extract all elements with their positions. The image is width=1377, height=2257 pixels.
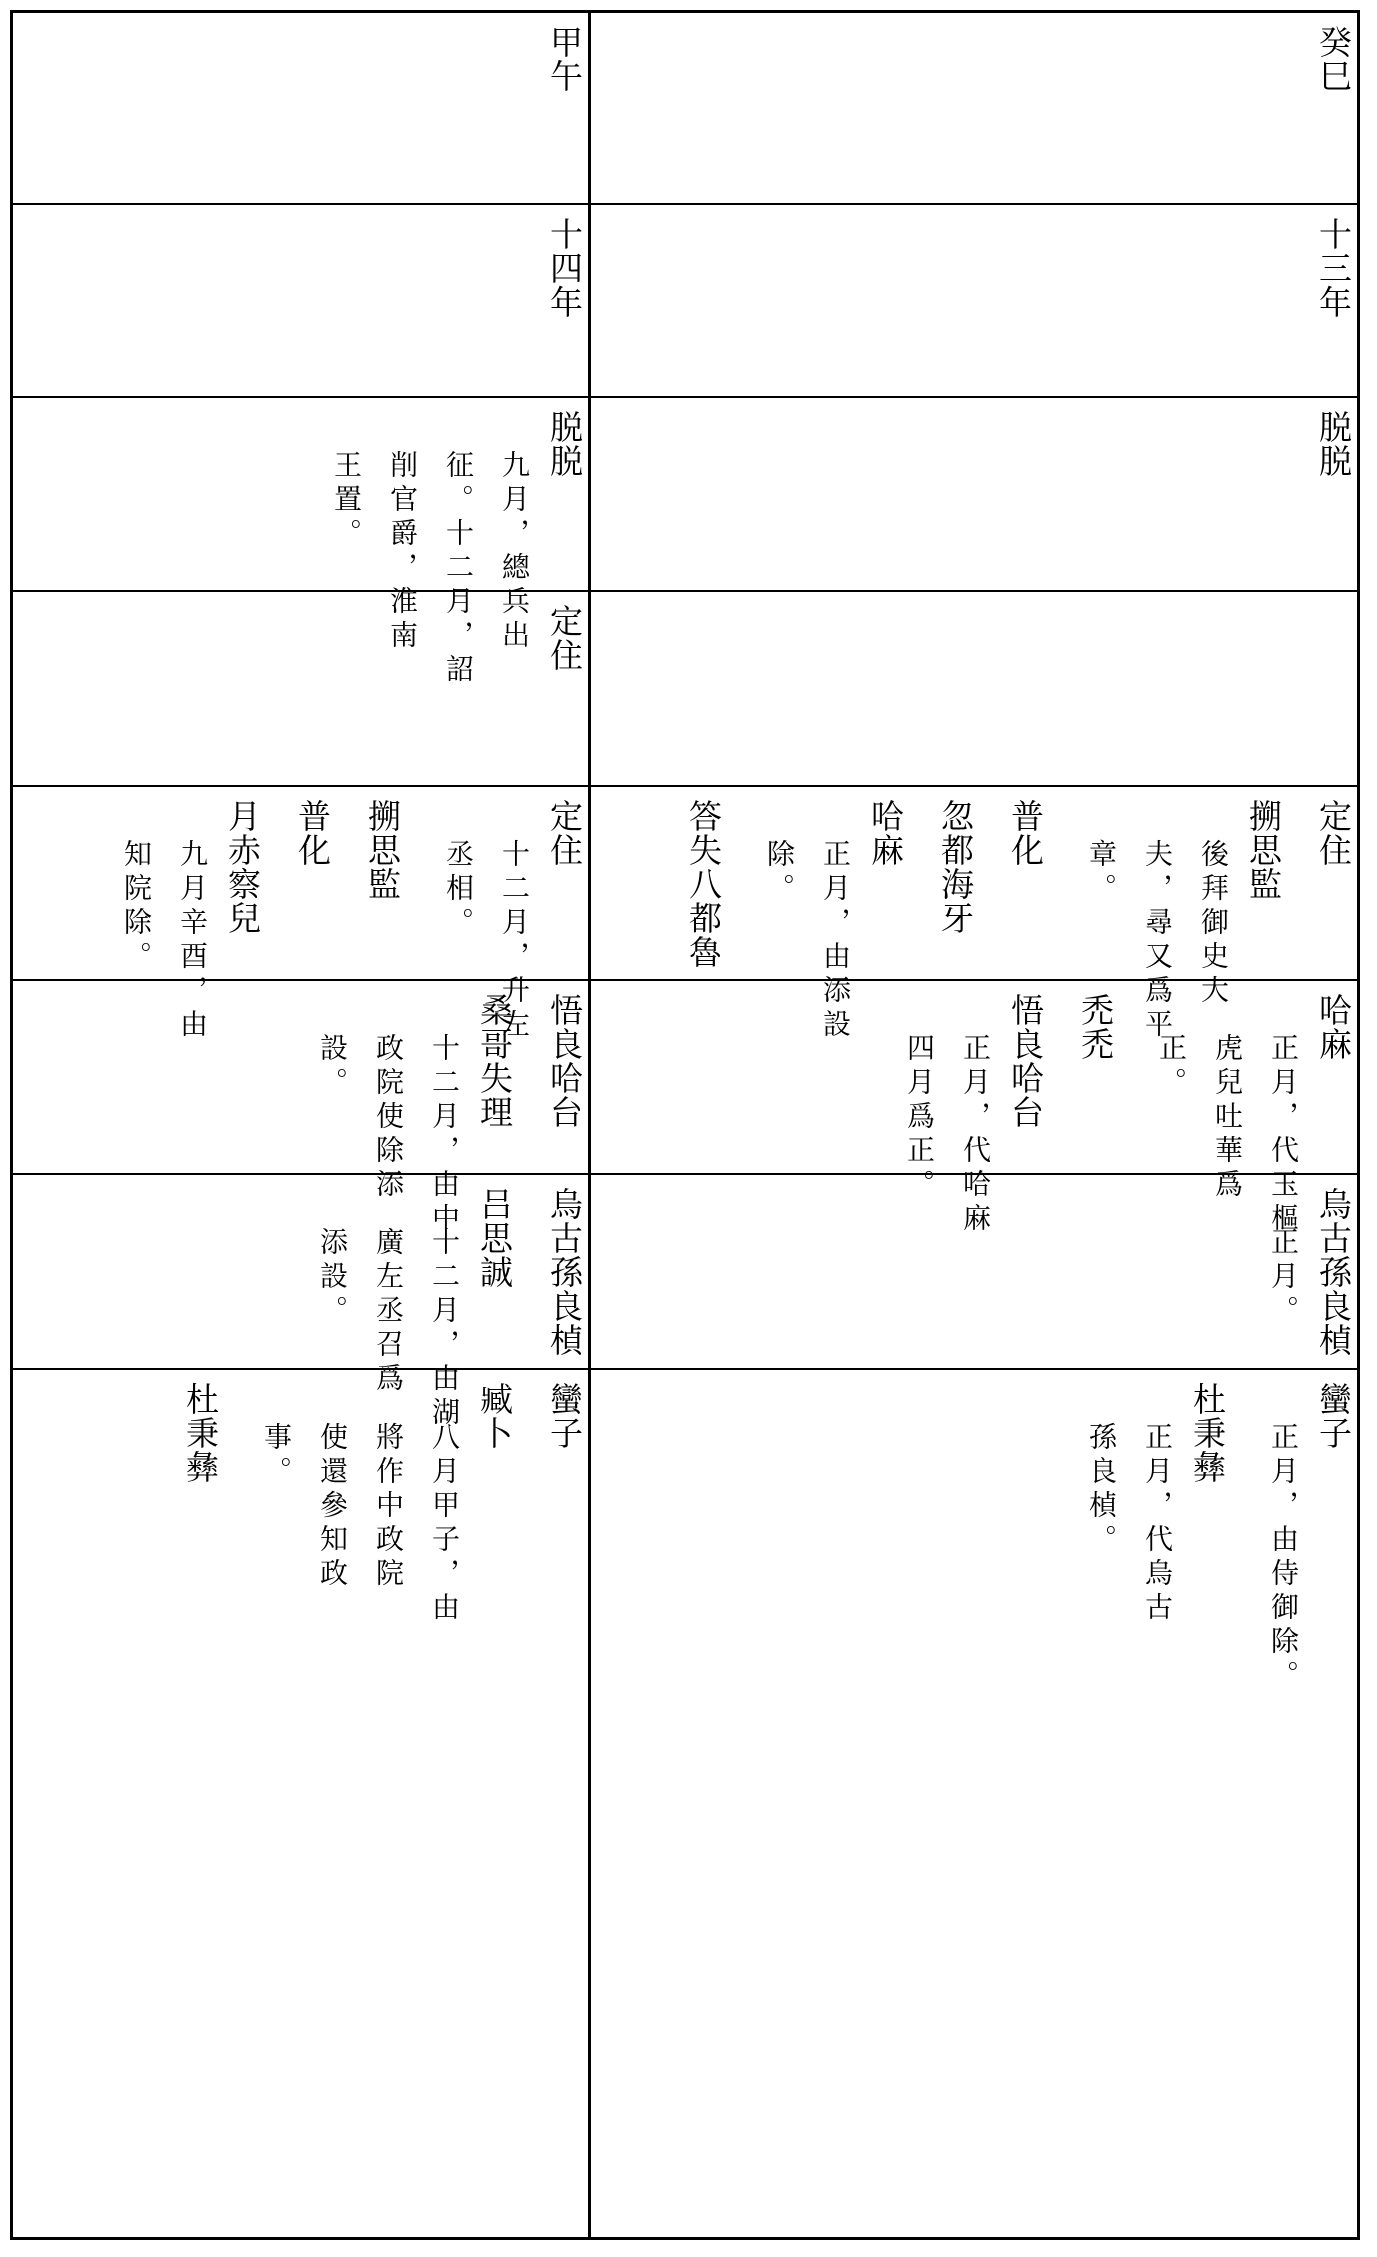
official-entry [1075, 993, 1115, 1061]
official-name: 答失八都魯 [684, 799, 723, 969]
annotation-line: 知院除。 [120, 839, 153, 975]
cyclical-year: 甲午 [545, 25, 584, 93]
cell-row7-right [591, 1175, 1357, 1368]
cyclical-year: 癸巳 [1314, 25, 1353, 93]
cell-cyclical-left [13, 13, 588, 203]
official-name: 搠思監 [363, 799, 402, 901]
cell-row6-left [13, 981, 588, 1237]
annotation-line: 使還參知政 [316, 1422, 349, 1592]
annotation-line: 征。十二月，詔 [442, 450, 475, 688]
annotation-line: 九月辛酉，由 [176, 839, 209, 1043]
official-name: 悟良哈台 [1006, 993, 1045, 1129]
official-name: 哈麻 [1314, 993, 1353, 1061]
cell-year-right [591, 205, 1357, 395]
cell-row5-left [13, 787, 588, 1043]
official-entry [1257, 1382, 1353, 1694]
official-name: 普化 [1006, 799, 1045, 867]
annotation-line: 事。 [260, 1422, 293, 1490]
annotation-line: 正月，代烏古 [1141, 1422, 1174, 1626]
annotation-line: 夫，尋又爲平 [1141, 839, 1174, 1043]
official-name: 悟良哈台 [545, 993, 584, 1129]
annotation-line: 正月，由侍御除。 [1267, 1422, 1300, 1694]
official-name: 臧卜 [475, 1382, 514, 1450]
annotation-line: 廣左丞召爲 [372, 1227, 405, 1397]
cell-row6-right [591, 981, 1357, 1237]
reign-year: 十四年 [545, 217, 584, 319]
annotation-line: 正月，代哈麻 [959, 1033, 992, 1237]
official-name: 搠思監 [1244, 799, 1283, 901]
official-entry [544, 1187, 584, 1357]
cell-year-left [13, 205, 588, 395]
official-name: 脱脱 [1314, 410, 1353, 478]
official-name: 定住 [545, 604, 584, 672]
cell-row8-left [13, 1370, 588, 2236]
official-name: 杜秉彝 [181, 1382, 220, 1484]
official-entry [292, 799, 332, 867]
official-name: 桑哥失理 [475, 993, 514, 1129]
cell-row3-right [591, 398, 1357, 590]
official-entry [1075, 1382, 1227, 1626]
official-name: 烏古孫良楨 [1314, 1187, 1353, 1357]
annotation-line: 後拜御史大 [1197, 839, 1230, 1009]
annotation-line: 十二月，由中 [428, 1033, 461, 1237]
annotation-line: 孫良楨。 [1085, 1422, 1118, 1558]
official-name: 烏古孫良楨 [545, 1187, 584, 1357]
annotation-line: 丞相。 [442, 839, 475, 941]
official-entry [180, 1382, 220, 1484]
annotation-line: 九月，總兵出 [498, 450, 531, 654]
official-name: 杜秉彝 [1188, 1382, 1227, 1484]
official-name: 禿禿 [1076, 993, 1115, 1061]
annotation-line: 十二月，由湖 [428, 1227, 461, 1431]
official-entry [1005, 799, 1045, 867]
official-entry [544, 1382, 584, 1450]
annotation-line: 除。 [763, 839, 796, 907]
official-name: 哈麻 [866, 799, 905, 867]
official-name: 定住 [1314, 799, 1353, 867]
annotation-line: 四月爲正。 [903, 1033, 936, 1203]
official-name: 吕思誠 [475, 1187, 514, 1289]
annotation-line: 政院使除添 [372, 1033, 405, 1203]
official-entry [935, 799, 975, 935]
official-name: 脱脱 [545, 410, 584, 478]
official-entry [544, 993, 584, 1129]
cell-row4-left [13, 592, 588, 785]
annotation-line: 正。 [1155, 1033, 1188, 1101]
annotation-line: 正月。 [1267, 1227, 1300, 1329]
annotation-line: 十二月，升左 [498, 839, 531, 1043]
official-entry [250, 1382, 514, 1626]
official-name: 蠻子 [1314, 1382, 1353, 1450]
official-name: 定住 [545, 799, 584, 867]
cell-cyclical-right [591, 13, 1357, 203]
annotation-line: 添設。 [316, 1227, 349, 1329]
annotation-line: 設。 [316, 1033, 349, 1101]
annotation-line: 八月甲子，由 [428, 1422, 461, 1626]
annotation-line: 削官爵，淮南 [386, 450, 419, 654]
official-entry [362, 799, 402, 901]
official-entry [1257, 1187, 1353, 1357]
official-name: 月赤察兒 [223, 799, 262, 935]
official-name: 蠻子 [545, 1382, 584, 1450]
annotation-line: 章。 [1085, 839, 1118, 907]
annotation-line: 正月，代玉樞 [1267, 1033, 1300, 1237]
official-entry [1313, 799, 1353, 867]
official-name: 普化 [293, 799, 332, 867]
official-entry [683, 799, 723, 969]
reign-year: 十三年 [1314, 217, 1353, 319]
cell-row8-right [591, 1370, 1357, 2236]
annotation-line: 正月，由添設 [819, 839, 852, 1043]
official-name: 忽都海牙 [936, 799, 975, 935]
chronological-table [10, 10, 1360, 2240]
official-entry [1313, 410, 1353, 478]
annotation-line: 虎兒吐華爲 [1211, 1033, 1244, 1203]
official-entry [544, 604, 584, 672]
annotation-line: 將作中政院 [372, 1422, 405, 1592]
cell-row4-right [591, 592, 1357, 785]
annotation-line: 王置。 [330, 450, 363, 552]
